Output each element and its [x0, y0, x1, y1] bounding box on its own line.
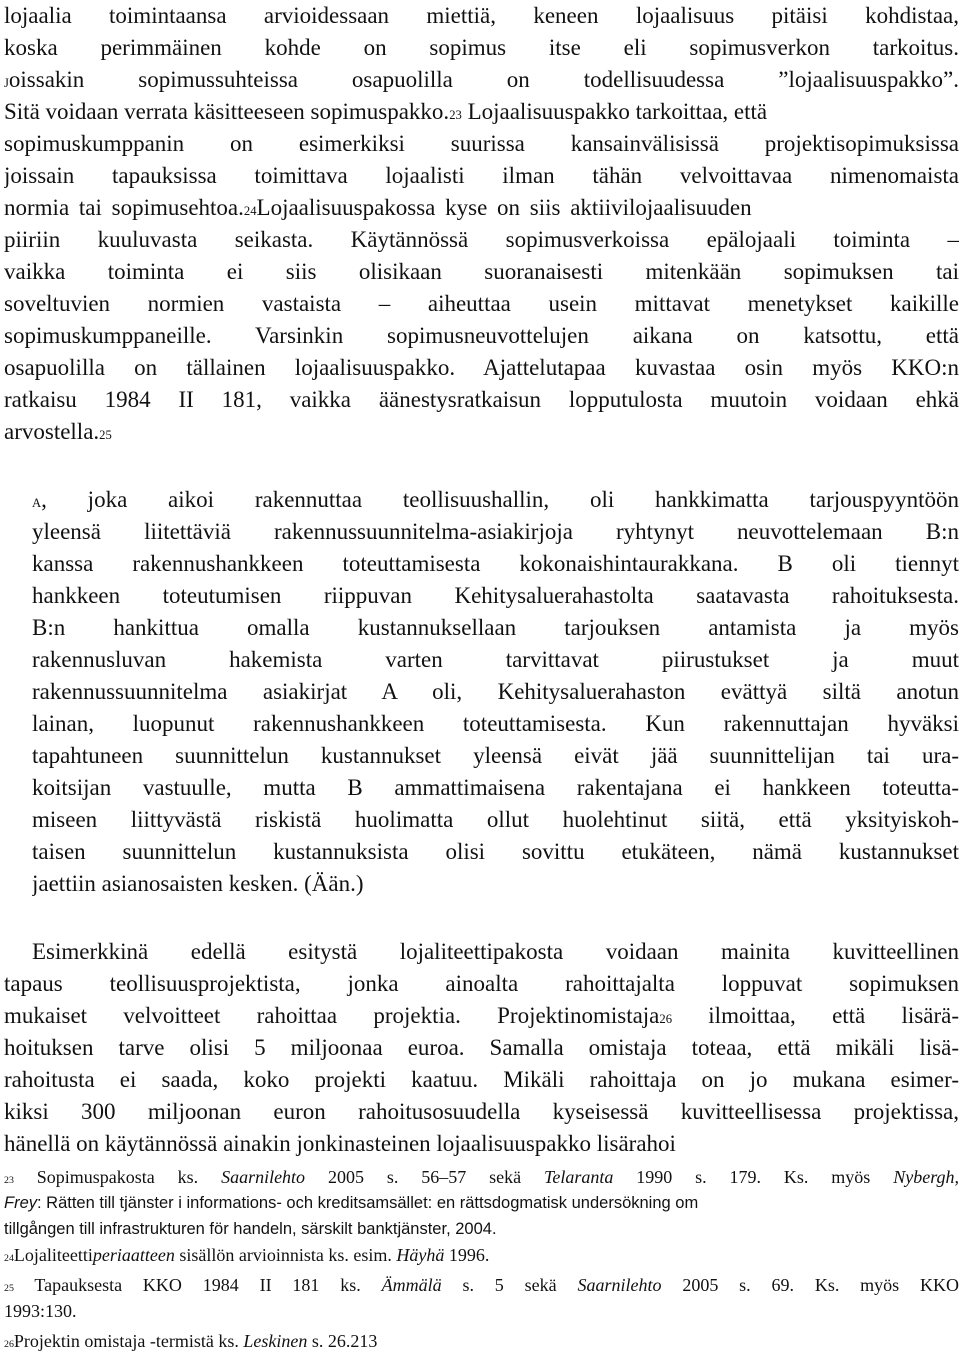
text-span: arvostella. [4, 419, 100, 444]
author-name: Nybergh, [893, 1167, 959, 1187]
text-line: lojaalia toimintaansa arvioidessaan miettiä, keneen lojaalisuus pitäisi kohdistaa, [4, 3, 959, 28]
text-line: koitsijan vastuulle, mutta B ammattimaisena rakentajana ei hankkeen toteutta- [32, 775, 959, 800]
text-span: , joka aikoi rakennuttaa teollisuushallin, oli hankkimatta tarjouspyyntöön [41, 487, 959, 512]
text-line: piiriin kuuluvasta seikasta. Käytännössä sopimusverkoissa epälojaali toiminta – [4, 227, 959, 252]
author-name: Saarnilehto [577, 1275, 662, 1295]
text-line: jaettiin asianosaisten kesken. (Ään.) [32, 871, 364, 896]
footnote-ref: 25 [99, 428, 112, 442]
text-line: Esimerkkinä edellä esitystä lojaliteettipakosta voidaan mainita kuvitteellinen [32, 939, 959, 964]
footnote-ref: 26 [659, 1012, 673, 1026]
text-line [4, 192, 959, 224]
text-span: : Rätten till tjänster i informations- och kreditsamsället: en rättsdogmatisk undersökning om [37, 1194, 699, 1212]
footnote-25-cont: 1993:130. [4, 1301, 77, 1321]
text-line [4, 64, 959, 96]
footnote-number: 23 [4, 1175, 14, 1186]
text-line: kanssa rakennushankkeen toteuttamisesta kokonaishintaurakkana. B oli tiennyt [32, 551, 959, 576]
text-line [4, 416, 959, 448]
footnote-25 [4, 1274, 959, 1296]
text-line: tapahtuneen suunnittelun kustannukset yleensä eivät jää suunnittelijan tai ura- [32, 743, 959, 768]
text-line: miseen liittyvästä riskistä huolimatta ollut huolehtinut siitä, että yksityiskoh- [32, 807, 959, 832]
footnote-23-cont: tillgången till infrastrukturen för handeln, särskilt banktjänster, 2004. [4, 1220, 497, 1238]
text-line: soveltuvien normien vastaista – aiheuttaa usein mittavat menetykset kaikille [4, 291, 959, 316]
author-name: Saarnilehto [221, 1167, 306, 1187]
text-line: ratkaisu 1984 II 181, vaikka äänestysratkaisun lopputulosta muutoin voidaan ehkä [4, 387, 959, 412]
text-span: Lojaliteetti [13, 1245, 93, 1265]
text-span: sisällön arvioinnista ks. esim. [179, 1245, 392, 1265]
text-span: Lojaalisuuspakko tarkoittaa, että [467, 99, 768, 124]
text-line: osapuolilla on tällainen lojaalisuuspakko. Ajattelutapaa kuvastaa osin myös KKO:n [4, 355, 959, 380]
text-line: yleensä liitettäviä rakennussuunnitelma-asiakirjoja ryhtynyt neuvottelemaan B:n [32, 519, 959, 544]
author-name: Häyhä [396, 1245, 445, 1265]
text-line: hänellä on käytännössä ainakin jonkinasteinen lojaalisuuspakko lisärahoi [4, 1131, 676, 1156]
drop-letter: J [4, 76, 9, 90]
text-line: rakennussuunnitelma asiakirjat A oli, Kehitysaluerahaston evättyä siltä anotun [32, 679, 959, 704]
text-span: mukaiset velvoitteet rahoittaa projektia. Projektinomistaja [4, 1003, 660, 1028]
text-span: periaatteen [92, 1245, 175, 1265]
text-line: sopimuskumppaneille. Varsinkin sopimusneuvottelujen aikana on katsottu, että [4, 323, 959, 348]
text-line: vaikka toiminta ei siis olisikaan suoranaisesti mitenkään sopimuksen tai [4, 259, 959, 284]
text-span: ilmoittaa, että lisärä- [708, 1003, 959, 1028]
text-span: Tapauksesta KKO 1984 II 181 ks. [34, 1275, 361, 1295]
footnote-ref: 24 [243, 204, 257, 218]
text-span: Lojaalisuuspakossa kyse on siis aktiivilojaalisuuden [256, 195, 752, 220]
footnote-number: 24 [4, 1253, 14, 1264]
text-span: Sitä voidaan verrata käsitteeseen sopimuspakko. [4, 99, 450, 124]
text-span: s. 26.213 [311, 1331, 378, 1351]
text-line: taisen suunnittelun kustannuksista olisi sovittu etukäteen, nämä kustannukset [32, 839, 959, 864]
text-span: 2005 s. 69. Ks. myös KKO [682, 1275, 959, 1295]
author-name: Telaranta [544, 1167, 614, 1187]
footnote-ref: 23 [449, 108, 462, 122]
text-line: kiksi 300 miljoonan euron rahoitusosuudella kyseisessä kuvitteellisessa projektissa, [4, 1099, 959, 1124]
text-span: 1990 s. 179. Ks. myös [636, 1167, 871, 1187]
author-name: Leskinen [243, 1331, 308, 1351]
text-line: rakennusluvan hakemista varten tarvittavat piirustukset ja muut [32, 647, 959, 672]
text-span: Sopimuspakosta ks. [36, 1167, 199, 1187]
text-span: Projektin omistaja -termistä ks. [13, 1331, 239, 1351]
text-span: 1996. [448, 1245, 490, 1265]
text-line [4, 96, 959, 128]
text-line [32, 484, 959, 516]
text-span: 2005 s. 56–57 sekä [327, 1167, 522, 1187]
text-line: lainan, luopunut rakennushankkeen toteuttamisesta. Kun rakennuttajan hyväksi [32, 711, 959, 736]
text-span: normia tai sopimusehtoa. [4, 195, 244, 220]
text-line: hoituksen tarve olisi 5 miljoonaa euroa. Samalla omistaja toteaa, että mikäli lisä- [4, 1035, 959, 1060]
footnote-24 [4, 1244, 959, 1266]
case-party-mark: A [32, 496, 42, 510]
text-line: joissain tapauksissa toimittava lojaalisti ilman tähän velvoittavaa nimenomaista [4, 163, 959, 188]
author-name: Frey [4, 1194, 37, 1212]
footnote-23 [4, 1166, 959, 1188]
text-line: tapaus teollisuusprojektista, jonka ainoalta rahoittajalta loppuvat sopimuksen [4, 971, 959, 996]
text-span: s. 5 sekä [462, 1275, 557, 1295]
text-span: oissakin sopimussuhteissa osapuolilla on todellisuudessa ”lojaalisuuspakko”. [8, 67, 959, 92]
text-line [4, 1000, 959, 1032]
footnote-number: 26 [4, 1339, 14, 1350]
footnote-26 [4, 1330, 959, 1352]
footnote-23-cont [4, 1192, 959, 1214]
author-name: Ämmälä [381, 1275, 442, 1295]
text-line: sopimuskumppanin on esimerkiksi suurissa kansainvälisissä projektisopimuksissa [4, 131, 959, 156]
text-line: koska perimmäinen kohde on sopimus itse eli sopimusverkon tarkoitus. [4, 35, 959, 60]
text-line: B:n hankittua omalla kustannuksellaan tarjouksen antamista ja myös [32, 615, 959, 640]
text-line: rahoitusta ei saada, koko projekti kaatuu. Mikäli rahoittaja on jo mukana esimer- [4, 1067, 959, 1092]
text-line: hankkeen toteutumisen riippuvan Kehitysaluerahastolta saatavasta rahoituksesta. [32, 583, 959, 608]
footnote-number: 25 [4, 1283, 14, 1294]
